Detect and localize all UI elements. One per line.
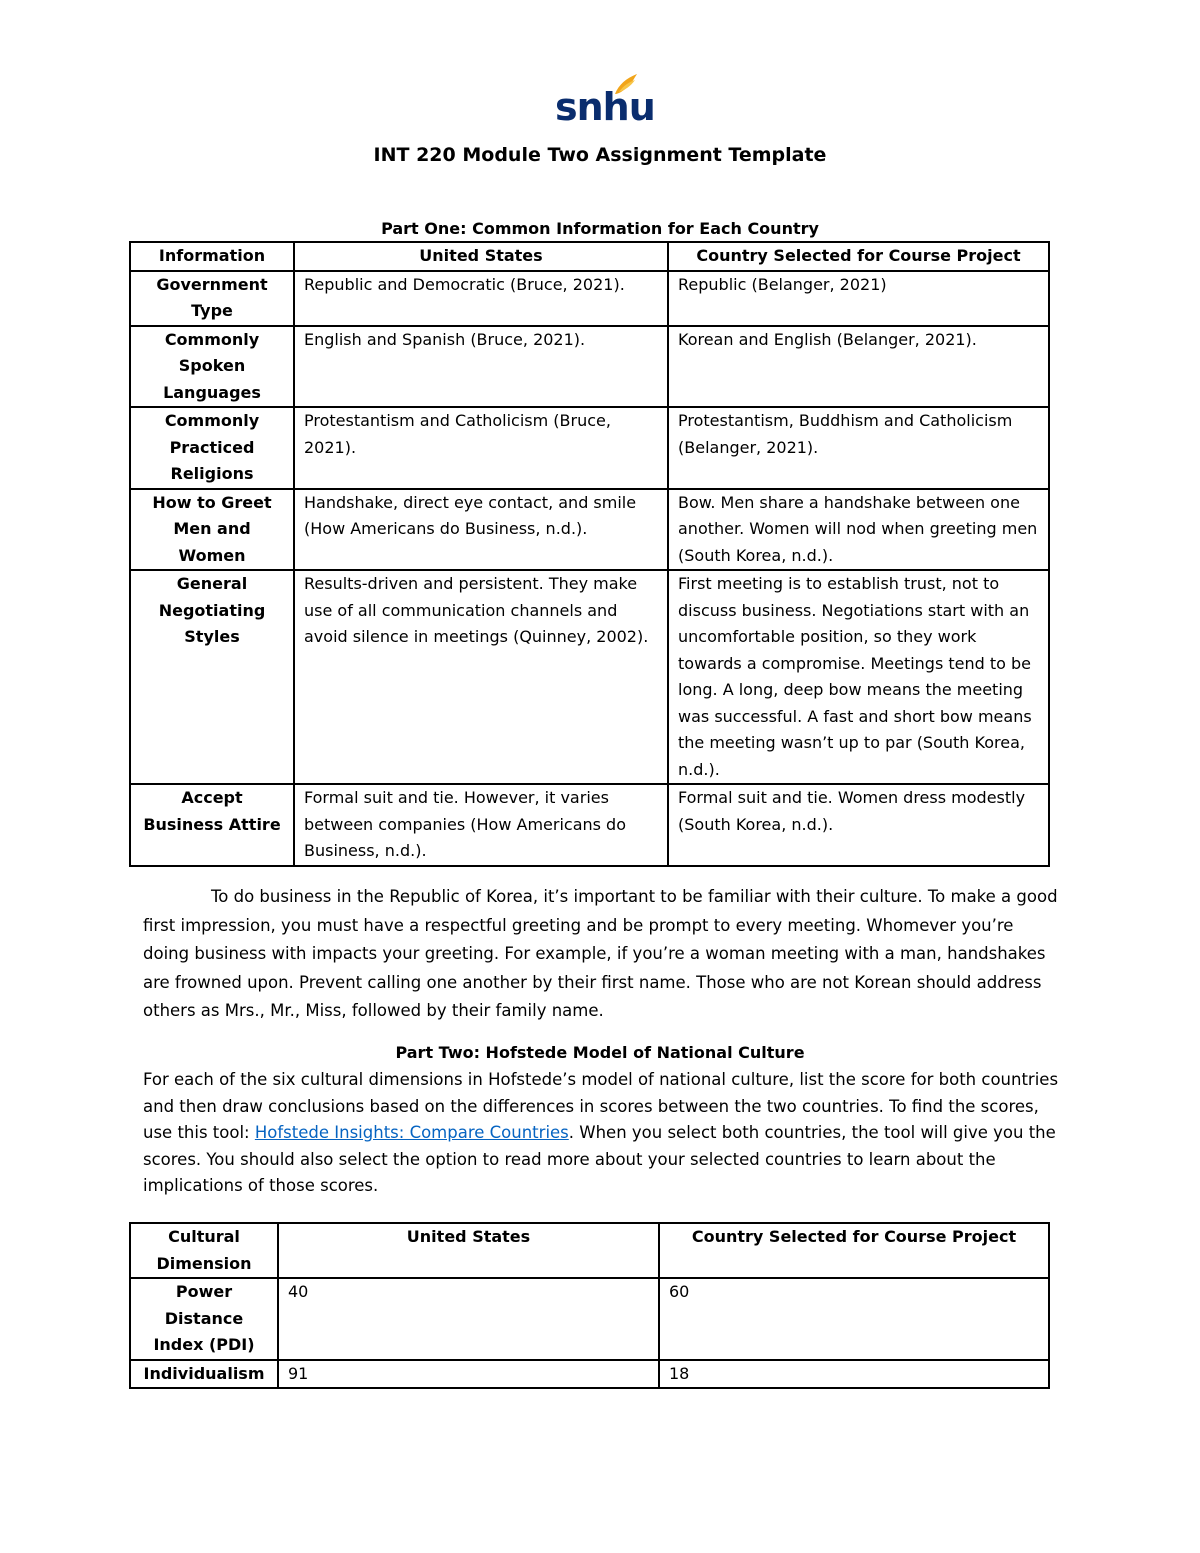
row-label: Individualism (130, 1360, 278, 1389)
hofstede-compare-link[interactable]: Hofstede Insights: Compare Countries (254, 1123, 569, 1142)
part-two-title: Part Two: Hofstede Model of National Culture (395, 1043, 805, 1062)
us-cell: Handshake, direct eye contact, and smile (How Americans do Business, n.d.). (294, 489, 668, 571)
part-one-table (129, 241, 1050, 867)
table-row (130, 271, 1049, 326)
table-row (130, 326, 1049, 408)
selected-country-cell: First meeting is to establish trust, not to discuss business. Negotiations start with an uncomfortable position, so they work towards a compromise. Meetings tend to be long. A long, deep bow means the meeting was successful. A fast and short bow means the meeting wasn’t up to par (South Korea, n.d.). (668, 570, 1049, 784)
row-label: Commonly Spoken Languages (130, 326, 294, 408)
row-label: Commonly Practiced Religions (130, 407, 294, 489)
us-cell: English and Spanish (Bruce, 2021). (294, 326, 668, 408)
table-row (130, 570, 1049, 784)
column-header: Cultural Dimension (130, 1223, 278, 1278)
column-header: Country Selected for Course Project (659, 1223, 1049, 1278)
summary-text: To do business in the Republic of Korea, it’s important to be familiar with their culture. To make a good first impression, you must have a respectful greeting and be prompt to every meeting. Whomever you’re doing business with impacts your greeting. For example, if you’re a woman meeting with a man, handshakes are frowned upon. Prevent calling one another by their first name. Those who are not Korean should address others as Mrs., Mr., Miss, followed by their family name. (143, 887, 1058, 1020)
column-header: United States (278, 1223, 659, 1278)
us-score-cell: 40 (278, 1278, 659, 1360)
part-one-title: Part One: Common Information for Each Country (381, 219, 819, 238)
us-cell: Results-driven and persistent. They make use of all communication channels and avoid silence in meetings (Quinney, 2002). (294, 570, 668, 784)
row-label: How to Greet Men and Women (130, 489, 294, 571)
selected-country-cell: Formal suit and tie. Women dress modestly (South Korea, n.d.). (668, 784, 1049, 866)
summary-paragraph (143, 883, 1063, 1026)
us-score-cell: 91 (278, 1360, 659, 1389)
table-row (130, 1278, 1049, 1360)
table-header-row (130, 1223, 1049, 1278)
row-label: Government Type (130, 271, 294, 326)
selected-country-cell: Protestantism, Buddhism and Catholicism (Belanger, 2021). (668, 407, 1049, 489)
row-label: Accept Business Attire (130, 784, 294, 866)
us-cell: Republic and Democratic (Bruce, 2021). (294, 271, 668, 326)
column-header: Country Selected for Course Project (668, 242, 1049, 271)
table-header-row (130, 242, 1049, 271)
part-two-table (129, 1222, 1050, 1389)
us-cell: Protestantism and Catholicism (Bruce, 2021). (294, 407, 668, 489)
row-label: General Negotiating Styles (130, 570, 294, 784)
column-header: Information (130, 242, 294, 271)
us-cell: Formal suit and tie. However, it varies between companies (How Americans do Business, n.d.). (294, 784, 668, 866)
intro-text-continued: . When you select both countries, the tool will give you the scores. You should also select the option to read more about your selected countries to learn about the implications of those scores. (143, 1123, 1056, 1195)
selected-country-score-cell: 18 (659, 1360, 1049, 1389)
table-row (130, 407, 1049, 489)
row-label: Power Distance Index (PDI) (130, 1278, 278, 1360)
selected-country-score-cell: 60 (659, 1278, 1049, 1360)
snhu-logo (555, 72, 655, 134)
column-header: United States (294, 242, 668, 271)
logo-text: snhu (555, 85, 655, 129)
table-row (130, 1360, 1049, 1389)
part-two-intro (143, 1067, 1063, 1200)
document-title: INT 220 Module Two Assignment Template (373, 144, 827, 166)
table-row (130, 784, 1049, 866)
selected-country-cell: Korean and English (Belanger, 2021). (668, 326, 1049, 408)
selected-country-cell: Bow. Men share a handshake between one another. Women will nod when greeting men (South Korea, n.d.). (668, 489, 1049, 571)
selected-country-cell: Republic (Belanger, 2021) (668, 271, 1049, 326)
table-row (130, 489, 1049, 571)
intro-text: For each of the six cultural dimensions in Hofstede’s model of national culture, list the score for both countries and then draw conclusions based on the differences in scores between the two countries. To find the scores, use this tool: (143, 1070, 1059, 1142)
